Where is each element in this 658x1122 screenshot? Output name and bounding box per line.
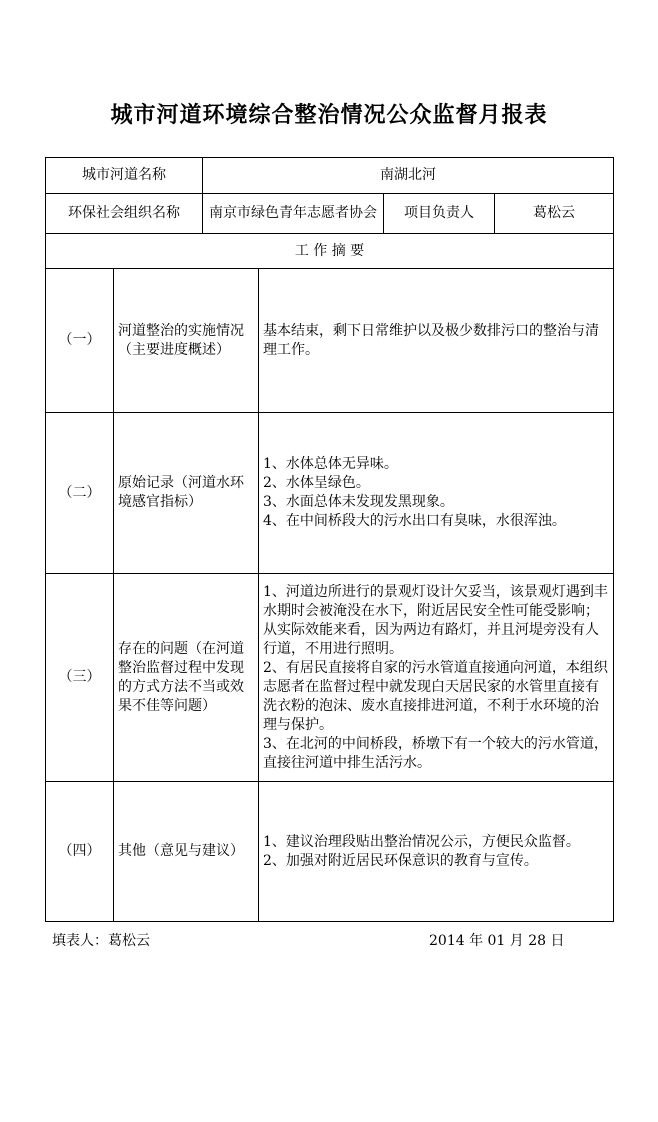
summary-row-3 <box>46 574 614 782</box>
item-label: 其他（意见与建议） <box>114 782 259 922</box>
item-number: （二） <box>46 413 114 574</box>
content-line: 3、水面总体未发现发黑现象。 <box>263 494 454 510</box>
content-line: 1、河道边所进行的景观灯设计欠妥当，该景观灯遇到丰水期时会被淹没在水下，附近居民安全性可能受影响；从实际效能来看，因为两边有路灯，并且河堤旁没有人行道，不用进行照明。 <box>263 583 608 657</box>
item-content <box>259 782 614 922</box>
filler-signature: 填表人：葛松云 <box>52 933 150 949</box>
page-title: 城市河道环境综合整治情况公众监督月报表 <box>110 102 548 128</box>
content-line: 1、建议治理段贴出整治情况公示，方便民众监督。 <box>263 833 580 850</box>
item-number: （一） <box>46 269 114 413</box>
content-line: 基本结束，剩下日常维护以及极少数排污口的整治与清理工作。 <box>263 322 599 358</box>
river-name-label: 城市河道名称 <box>46 158 203 194</box>
summary-header-row <box>46 234 614 269</box>
summary-header: 工 作 摘 要 <box>46 234 614 269</box>
summary-row-4 <box>46 782 614 922</box>
item-label: 存在的问题（在河道整治监督过程中发现的方式方法不当或效果不佳等问题） <box>114 574 259 782</box>
item-label: 河道整治的实施情况（主要进度概述） <box>114 269 259 413</box>
river-name-value: 南湖北河 <box>203 158 614 194</box>
content-line: 4、在中间桥段大的污水出口有臭味，水很浑浊。 <box>263 513 566 529</box>
report-table <box>45 157 614 922</box>
org-value: 南京市绿色青年志愿者协会 <box>203 194 384 234</box>
content-line: 2、水体呈绿色。 <box>263 475 370 491</box>
content-line: 1、水体总体无异味。 <box>263 456 398 472</box>
item-content <box>259 269 614 413</box>
summary-row-1 <box>46 269 614 413</box>
org-label: 环保社会组织名称 <box>46 194 203 234</box>
item-number: （四） <box>46 782 114 922</box>
content-line: 2、加强对附近居民环保意识的教育与宣传。 <box>263 852 538 869</box>
leader-value: 葛松云 <box>495 194 614 234</box>
content-line: 2、有居民直接将自家的污水管道直接通向河道，本组织志愿者在监督过程中就发现白天居民家的水管里直接有洗衣粉的泡沫、废水直接排进河道，不利于水环境的治理与保护。 <box>263 659 608 733</box>
item-number: （三） <box>46 574 114 782</box>
item-label: 原始记录（河道水环境感官指标） <box>114 413 259 574</box>
org-row <box>46 194 614 234</box>
report-date: 2014 年 01 月 28 日 <box>429 933 565 949</box>
leader-label: 项目负责人 <box>384 194 495 234</box>
content-line: 3、在北河的中间桥段，桥墩下有一个较大的污水管道，直接往河道中排生活污水。 <box>263 735 608 771</box>
summary-row-2 <box>46 413 614 574</box>
item-content <box>259 574 614 782</box>
river-name-row <box>46 158 614 194</box>
item-content <box>259 413 614 574</box>
